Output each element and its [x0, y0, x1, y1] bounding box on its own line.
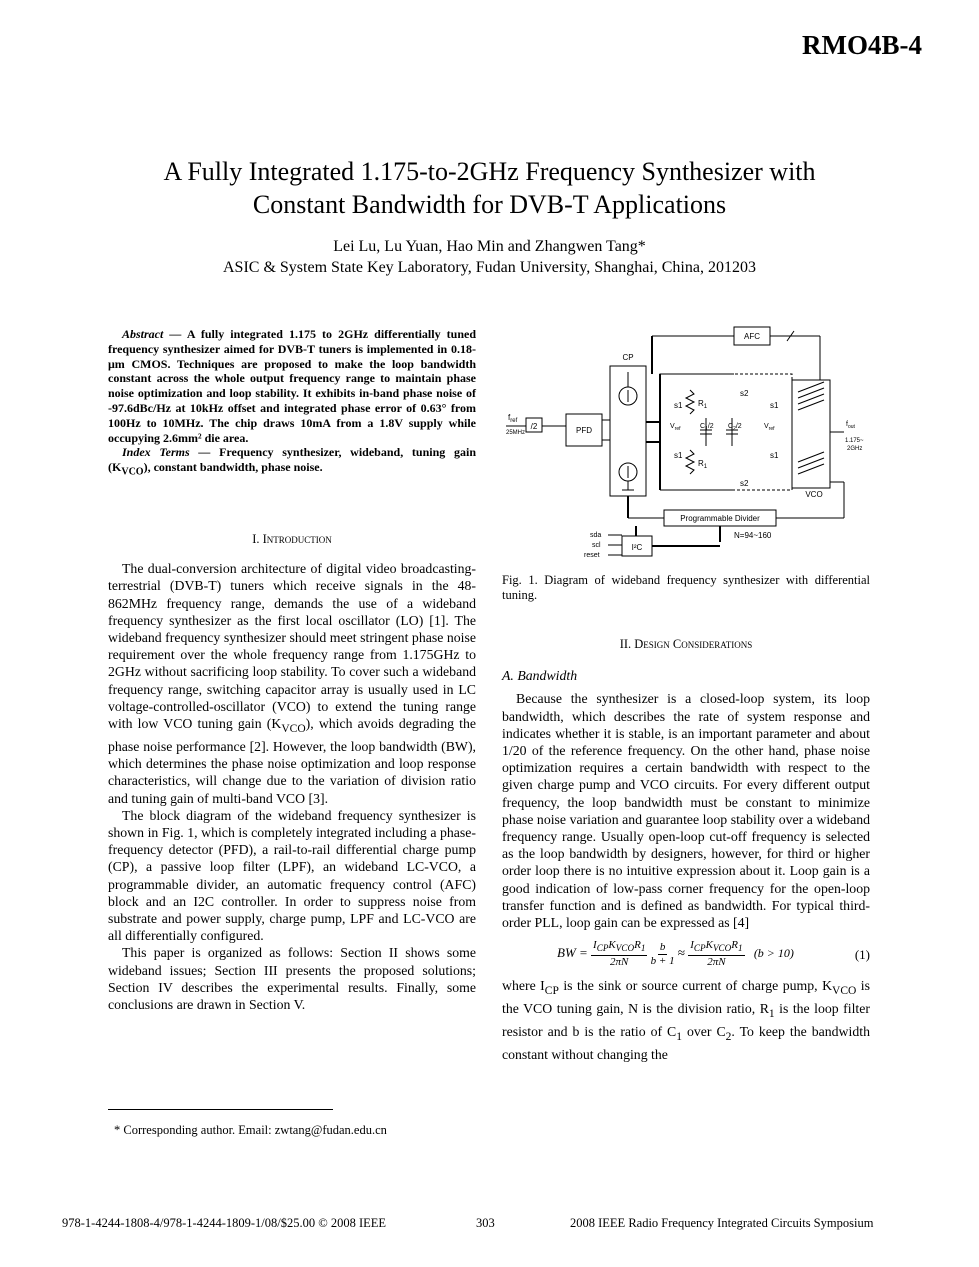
r1-label-top: $R_1$ — [698, 399, 708, 410]
eq-fraction-1 — [591, 939, 647, 969]
vco-label: VCO — [805, 490, 823, 499]
fout-value-1: 1.175~ — [845, 438, 864, 444]
title-line-2: Constant Bandwidth for DVB-T Applications — [252, 190, 727, 219]
fref-value: 25MHz — [506, 430, 526, 436]
i2c-label: I²C — [631, 543, 643, 552]
design-section — [502, 636, 870, 1064]
s1-label-top-left: s1 — [674, 401, 683, 410]
author-block — [0, 236, 979, 278]
footnote-rule — [108, 1109, 333, 1110]
abstract-text: A fully integrated 1.175 to 2GHz differentially tuned frequency synthesizer aimed for DVB-T tuners is implemented in 0.18-μm CMOS. Techniques are proposed to make the loop bandwidth constant across the whole output frequency range to maintain phase noise optimization and loop stability. It exhibits in-band phase noise of -97.6dBc/Hz at 10kHz offset and integrated phase error of 0.63° from 100Hz to 10MHz. The chip draws 10mA from a 1.8V supply while occupying 2.6mm² die area. — [108, 327, 476, 445]
eq-approx: ≈ — [677, 945, 685, 961]
s1-label-bottom-right: s1 — [770, 451, 779, 460]
c1-label: $C_1/2$ — [700, 423, 714, 432]
index-terms-text: Frequency synthesizer, wideband, tuning gain (K — [108, 445, 477, 475]
n-range-label: N=94~160 — [734, 531, 772, 540]
loop-filter-block — [660, 374, 792, 490]
footer-isbn: 978-1-4244-1808-4/978-1-4244-1809-1/08/$25.00 © 2008 IEEE — [62, 1216, 387, 1230]
eq-denominator-1: 2πN — [610, 956, 629, 969]
vco-block — [792, 380, 830, 488]
paper-id: RMO4B-4 — [802, 30, 922, 60]
sda-label: sda — [590, 532, 602, 539]
eq-number: (1) — [854, 946, 870, 962]
abstract-label: Abstract — — [122, 327, 182, 341]
index-terms-sub: VCO — [121, 466, 144, 478]
eq-fraction-2 — [651, 941, 675, 968]
authors: Lei Lu, Lu Yuan, Hao Min and Zhangwen Tang* — [333, 238, 646, 255]
programmable-divider-label: Programmable Divider — [680, 514, 760, 523]
eq-numerator-3: $I_{CP}K_{VCO}R_1$ — [688, 939, 744, 956]
intro-paragraph-1 — [108, 560, 476, 807]
cp-label: CP — [622, 353, 634, 362]
eq-numerator-1: $I_{CP}K_{VCO}R_1$ — [591, 939, 647, 956]
figure-caption: Fig. 1. Diagram of wideband frequency synthesizer with differential tuning. — [502, 573, 870, 602]
section-heading-design: II. Design Considerations — [619, 637, 753, 651]
r1-label-bottom: $R_1$ — [698, 459, 708, 470]
scl-label: scl — [592, 542, 601, 549]
abstract — [108, 327, 476, 480]
index-terms-label: Index Terms — — [122, 445, 211, 460]
bandwidth-paragraph-1: Because the synthesizer is a closed-loop system, its loop bandwidth, which describes the rate of system response and indicates whether it is stable, is an important parameter and about 1/20 of the reference frequency. On the other hand, phase noise optimization requires a certain bandwidth with respect to the given charge pump and VCO circuits. For every different output frequency, the loop bandwidth must be constant to minimize phase noise variation and guarantee loop stability over a wideband frequency range. Usually open-loop cut-off frequency is selected as the loop bandwidth by designers, however, for third or higher order loop there is no intuitive expression about it. Loop gain is a good indication of low-pass corner frequency for the open-loop transfer function and is defined as bandwidth. For typical third-order PLL, loop gain can be expressed as [4] — [502, 691, 870, 931]
intro-paragraph-2: The block diagram of the wideband frequency synthesizer is shown in Fig. 1, which is completely integrated including a phase-frequency detector (PFD), a rail-to-rail differential charge pump (CP), a passive loop filter (LPF), an wideband LC-VCO, a programmable divider, an automatic frequency control (AFC) block and an I2C controller. In order to suppress noise from substrate and power supply, charge pump, LPF and LC-VCO are all differentially configured. — [108, 807, 476, 944]
bandwidth-paragraph-2: where $I_{CP}$ is the sink or source current of charge pump, $K_{VCO}$ is the VCO tuning gain, N is the division ratio, $R_1$ is the loop filter resistor and b is the ratio of $C_1$ over $C_2$. To keep the bandwidth constant without changing the — [502, 978, 871, 1063]
resistor-r1-bottom — [686, 450, 694, 474]
eq-condition: (b > 10) — [753, 946, 794, 961]
resistor-r1-top — [686, 390, 694, 414]
intro-paragraph-3: This paper is organized as follows: Section II shows some wideband issues; Section III presents the proposed solutions; Section IV describes the experimental results. Finally, some conclusions are drawn in Section V. — [108, 945, 476, 1013]
intro-p1-tail: ), which avoids degrading the phase noise performance [2]. However, the loop bandwidth (BW), which determines the phase noise optimization and loop response characteristics, will change due to the variation of division ratio and tuning gain of multi-band VCO [3]. — [108, 716, 476, 806]
footer-page-number: 303 — [476, 1216, 495, 1230]
reset-label: reset — [584, 552, 600, 559]
afc-label: AFC — [744, 332, 760, 341]
eq-numerator-2: b — [659, 940, 666, 953]
equation-1 — [502, 931, 870, 977]
pfd-label: PFD — [576, 426, 592, 435]
s2-label-top: s2 — [740, 389, 749, 398]
vref-label-right: $V_{ref}$ — [764, 423, 775, 432]
fout-value-2: 2GHz — [847, 446, 863, 452]
section-heading-introduction: I. Introduction — [252, 532, 332, 546]
intro-p1-sub: VCO — [281, 722, 306, 735]
introduction-section — [108, 531, 476, 1013]
vref-label-left: $V_{ref}$ — [670, 423, 681, 432]
s2-label-bottom: s2 — [740, 479, 749, 488]
footnote: * Corresponding author. Email: zwtang@fudan.edu.cn — [114, 1123, 387, 1137]
fout-label: $f_{out}$ — [846, 421, 855, 430]
c2-label: $C_2/2$ — [728, 423, 742, 432]
index-terms-tail: ), constant bandwidth, phase noise. — [143, 460, 323, 475]
s1-label-top-right: s1 — [770, 401, 779, 410]
affiliation: ASIC & System State Key Laboratory, Fudan University, Shanghai, China, 201203 — [223, 259, 756, 276]
s1-label-bottom-left: s1 — [674, 451, 683, 460]
title-line-1: A Fully Integrated 1.175-to-2GHz Frequency Synthesizer with — [163, 157, 816, 186]
figure-1 — [502, 322, 870, 562]
paper-title — [0, 155, 979, 221]
subsection-heading-bandwidth: A. Bandwidth — [502, 668, 578, 684]
eq-denominator-3: 2πN — [707, 956, 726, 969]
eq-denominator-2: b + 1 — [650, 954, 675, 967]
divide-by-2-label: /2 — [530, 422, 538, 431]
eq-lhs: BW = — [557, 945, 588, 961]
footer-venue: 2008 IEEE Radio Frequency Integrated Circuits Symposium — [570, 1216, 874, 1230]
intro-p1-text: The dual-conversion architecture of digital video broadcasting-terrestrial (DVB-T) tuners which receive signals in the 48-862MHz frequency range, demands the use of a wideband frequency synthesizer as the first local oscillator (LO) [1]. The wideband frequency synthesizer should meet stringent phase noise requirement over the whole frequency range from 1.175GHz to 2GHz without sacrificing loop stability. To cover such a wideband frequency range, switching capacitor array is usually used in LC voltage-controlled-oscillator (VCO) to extend the tuning range with low VCO tuning gain (K — [108, 561, 476, 732]
block-diagram — [502, 322, 870, 562]
fref-label: $f_{ref}$ — [508, 413, 518, 424]
eq-fraction-3 — [688, 939, 744, 969]
